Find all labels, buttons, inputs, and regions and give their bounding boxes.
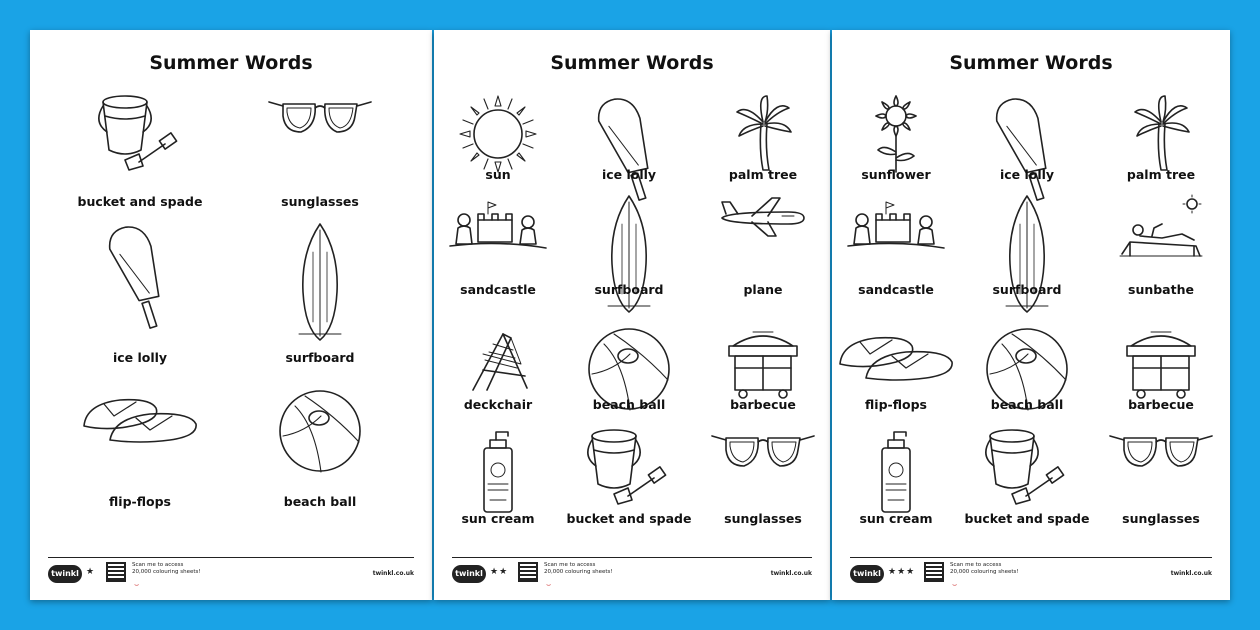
word-label: sun: [485, 167, 511, 182]
worksheet-two-star: [434, 30, 830, 600]
word-label: ice lolly: [999, 167, 1055, 182]
swoosh-icon: ⌣: [952, 580, 958, 589]
word-label: flip-flops: [109, 494, 171, 509]
difficulty-stars: ★★★: [888, 567, 916, 577]
word-label: sandcastle: [460, 282, 536, 297]
word-label: palm tree: [1126, 167, 1196, 182]
word-label: deckchair: [463, 397, 533, 412]
word-label: beach ball: [283, 494, 357, 509]
difficulty-stars: ★★: [490, 567, 509, 577]
sheet-footer: [850, 557, 1212, 596]
word-label: palm tree: [728, 167, 798, 182]
word-card: [50, 30, 230, 550]
qr-caption: Scan me to access 20,000 colouring sheets!: [950, 562, 1019, 575]
word-label: sun cream: [859, 511, 933, 526]
sheet-title: Summer Words: [149, 52, 313, 74]
swoosh-icon: ⌣: [134, 580, 140, 589]
qr-caption: Scan me to access 20,000 colouring sheets!: [544, 562, 613, 575]
word-label: barbecue: [1128, 397, 1194, 412]
worksheet-one-star: [30, 30, 432, 600]
word-card: [434, 30, 562, 550]
word-label: beach ball: [592, 397, 666, 412]
word-label: sandcastle: [858, 282, 934, 297]
word-card: [696, 30, 830, 550]
swoosh-icon: ⌣: [546, 580, 552, 589]
bucket-and-spade-icon: [960, 426, 1094, 506]
sheet-title: Summer Words: [550, 52, 714, 74]
sheet-title: Summer Words: [949, 52, 1113, 74]
word-card: [1094, 30, 1228, 550]
site-url[interactable]: twinkl.co.uk: [1170, 570, 1212, 577]
word-label: sunbathe: [1128, 282, 1194, 297]
word-label: bucket and spade: [964, 511, 1090, 526]
word-label: bucket and spade: [566, 511, 692, 526]
sun-cream-icon: [832, 426, 960, 516]
word-label: sunglasses: [281, 194, 359, 209]
site-url[interactable]: twinkl.co.uk: [372, 570, 414, 577]
word-label: bucket and spade: [77, 194, 203, 209]
sheet-footer: [452, 557, 812, 596]
twinkl-logo: twinkl: [850, 565, 884, 583]
word-label: plane: [743, 282, 783, 297]
word-label: surfboard: [992, 282, 1062, 297]
word-card: [960, 30, 1094, 550]
word-label: ice lolly: [112, 350, 168, 365]
qr-code-icon: [924, 562, 944, 582]
worksheet-three-star: [832, 30, 1230, 600]
word-label: surfboard: [285, 350, 355, 365]
word-label: sun cream: [461, 511, 535, 526]
qr-code-icon: [518, 562, 538, 582]
sheet-footer: [48, 557, 414, 596]
qr-caption: Scan me to access 20,000 colouring sheets!: [132, 562, 201, 575]
word-label: flip-flops: [865, 397, 927, 412]
word-card: [230, 30, 410, 550]
twinkl-logo: twinkl: [452, 565, 486, 583]
site-url[interactable]: twinkl.co.uk: [770, 570, 812, 577]
beach-ball-icon: [230, 386, 410, 476]
word-label: barbecue: [730, 397, 796, 412]
word-label: sunglasses: [724, 511, 802, 526]
sun-cream-icon: [434, 426, 562, 516]
flip-flops-icon: [50, 386, 230, 446]
qr-code-icon: [106, 562, 126, 582]
word-label: sunflower: [861, 167, 931, 182]
word-label: beach ball: [990, 397, 1064, 412]
sunglasses-icon: [696, 426, 830, 476]
bucket-and-spade-icon: [562, 426, 696, 506]
sunglasses-icon: [1094, 426, 1228, 476]
word-label: sunglasses: [1122, 511, 1200, 526]
word-card: [832, 30, 960, 550]
word-card: [562, 30, 696, 550]
difficulty-stars: ★: [86, 567, 96, 577]
twinkl-logo: twinkl: [48, 565, 82, 583]
word-label: surfboard: [594, 282, 664, 297]
word-label: ice lolly: [601, 167, 657, 182]
